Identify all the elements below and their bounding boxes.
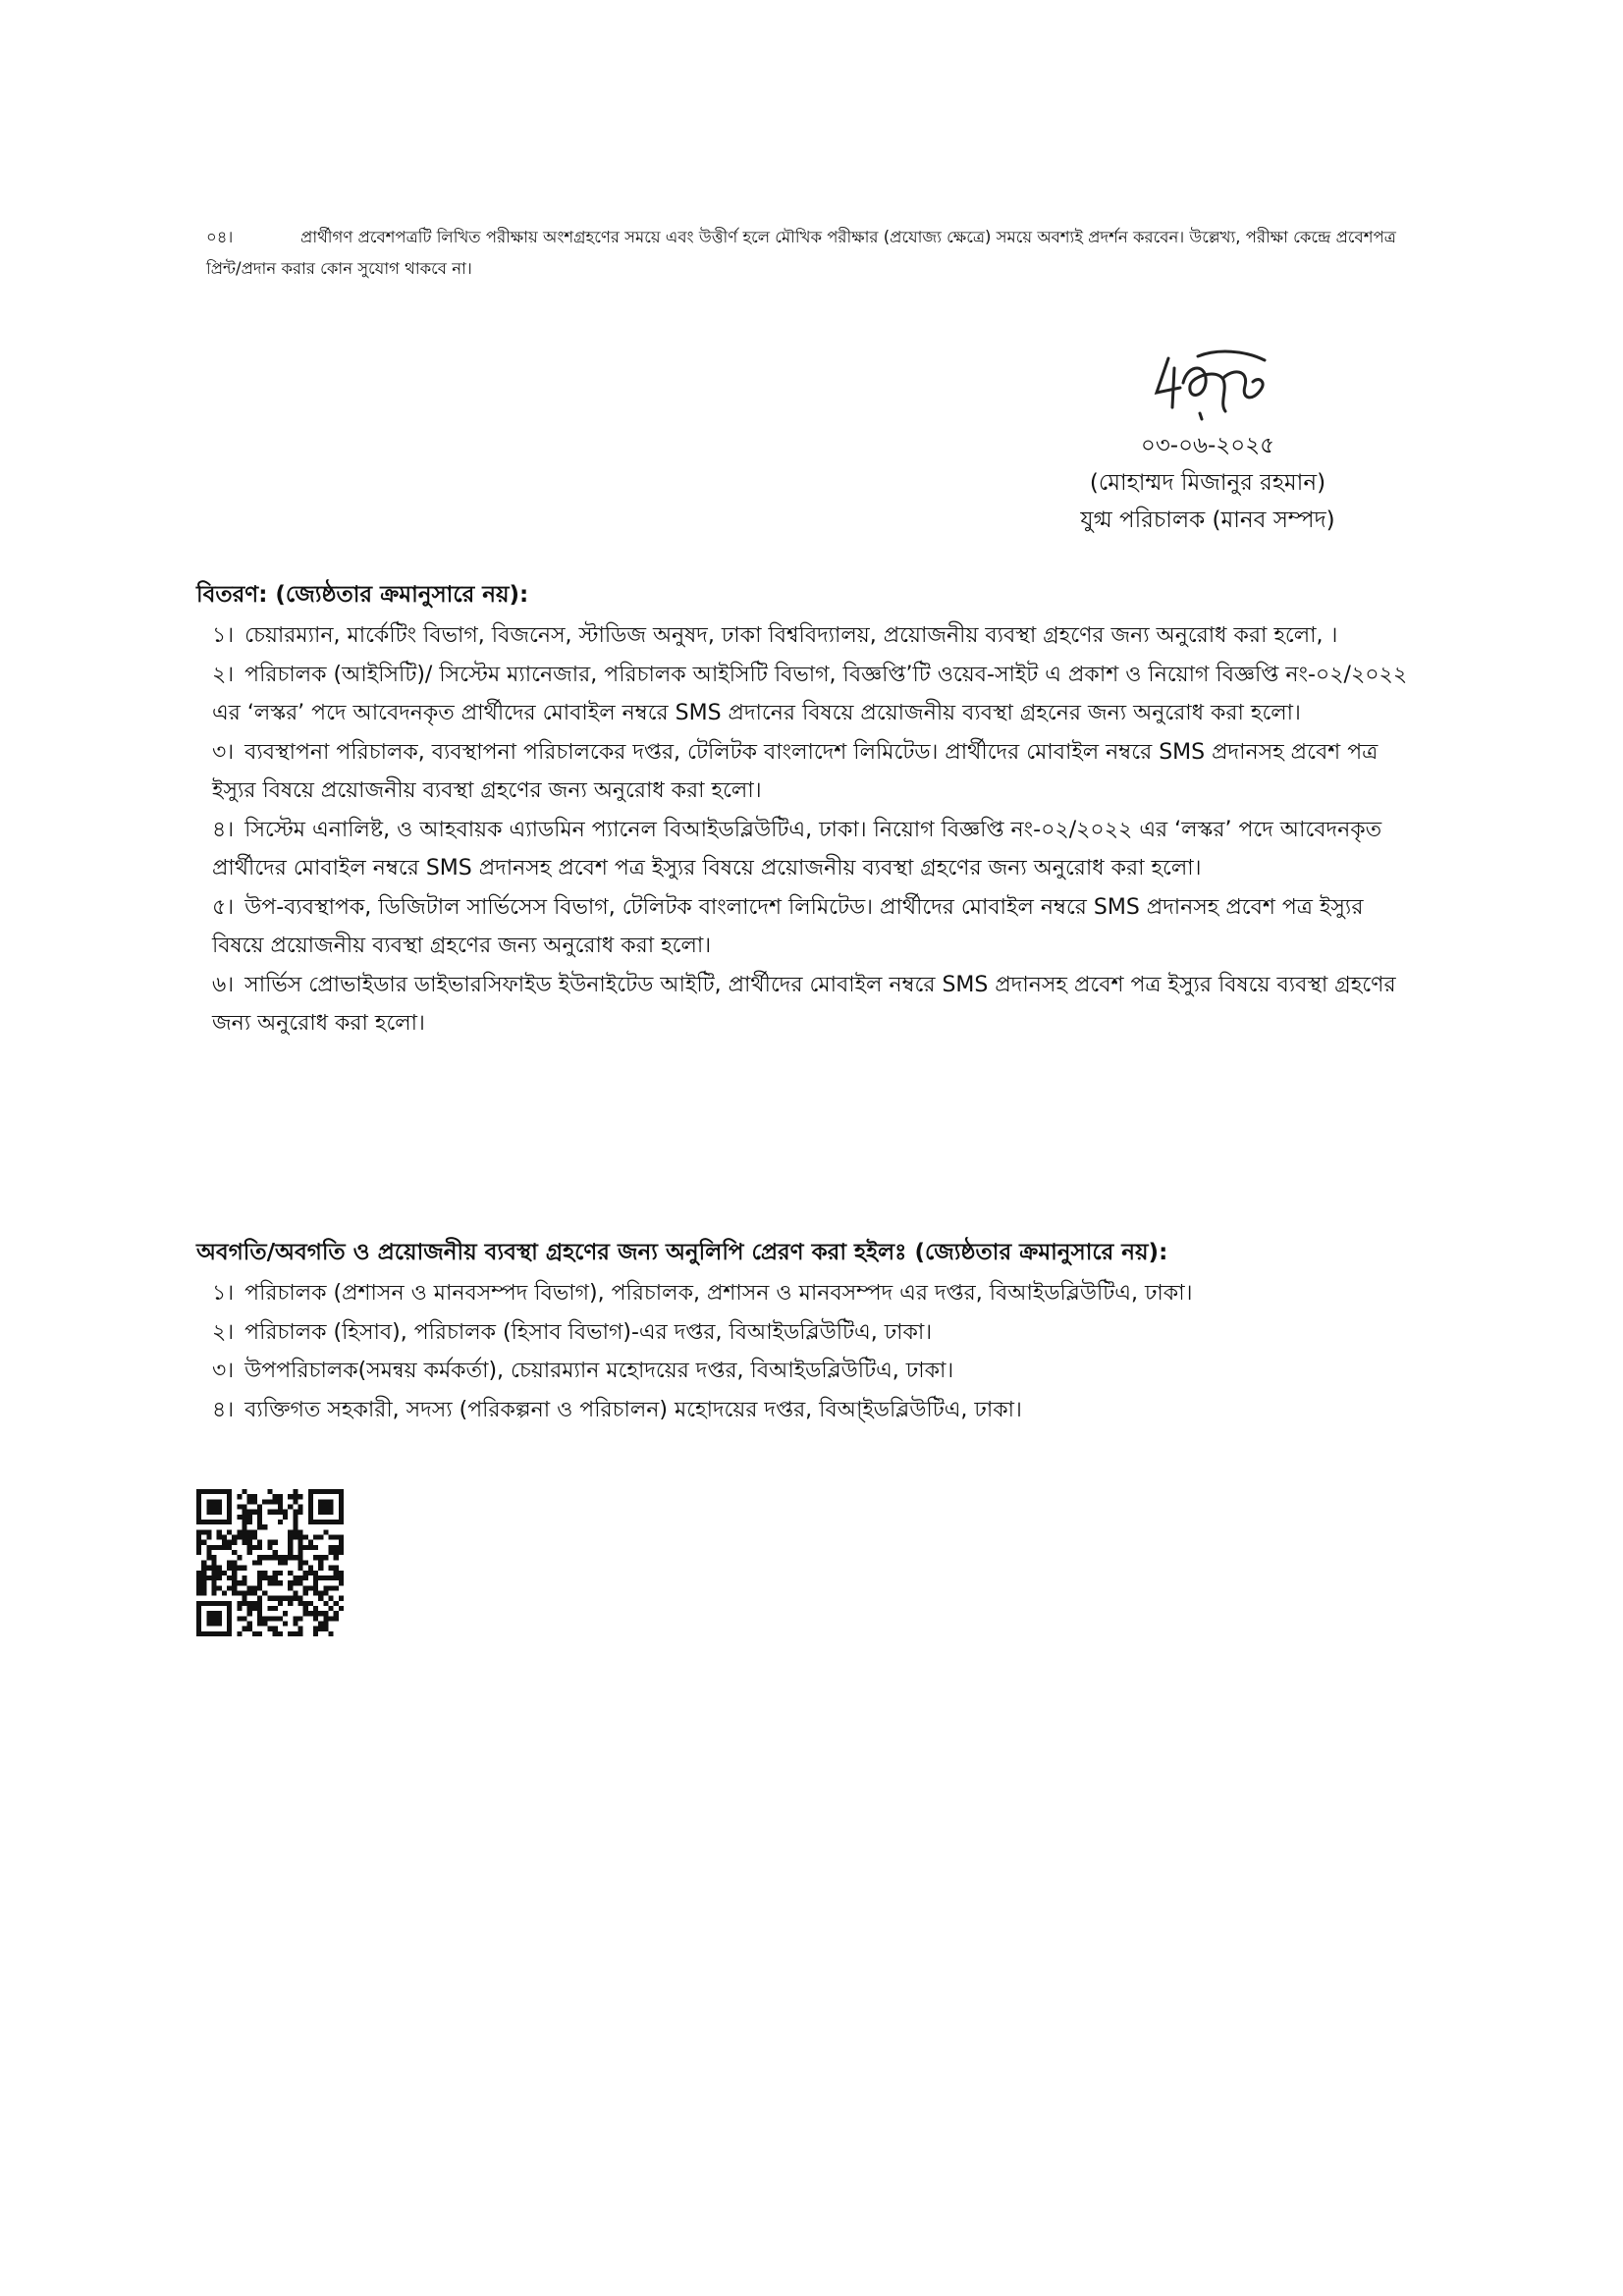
copies-section (196, 1233, 1414, 1429)
item-text: চেয়ারম্যান, মার্কেটিং বিভাগ, বিজনেস, স্টাডিজ অনুষদ, ঢাকা বিশ্ববিদ্যালয়, প্রয়োজনীয় ব্যবস্থা গ্রহণের জন্য অনুরোধ করা হলো, । (244, 623, 1338, 648)
item-text: পরিচালক (হিসাব), পরিচালক (হিসাব বিভাগ)-এর দপ্তর, বিআইডব্লিউটিএ, ঢাকা। (244, 1319, 933, 1345)
note-text: প্রার্থীগণ প্রবেশপত্রটি লিখিত পরীক্ষায় অংশগ্রহণের সময়ে এবং উত্তীর্ণ হলে মৌখিক পরীক্ষার (প্রযোজ্য ক্ষেত্রে) সময়ে অবশ্যই প্রদর্শন করবেন। উল্লেখ্য, পরীক্ষা কেন্দ্রে প্রবেশপত্র প্রিন্ট/প্রদান করার কোন সুযোগ থাকবে না। (206, 228, 1396, 278)
item-text: পরিচালক (প্রশাসন ও মানবসম্পদ বিভাগ), পরিচালক, প্রশাসন ও মানবসম্পদ এর দপ্তর, বিআইডব্লিউটিএ, ঢাকা। (244, 1281, 1193, 1306)
distribution-section (196, 575, 1414, 1043)
copies-title: অবগতি/অবগতি ও প্রয়োজনীয় ব্যবস্থা গ্রহণের জন্য অনুলিপি প্রেরণ করা হইলঃ (জ্যেষ্ঠতার ক্রমানুসারে নয়): (196, 1240, 1168, 1265)
item-number: ২। (212, 662, 235, 687)
list-item (196, 1391, 1414, 1430)
item-number: ৪। (212, 817, 235, 842)
item-text: ব্যক্তিগত সহকারী, সদস্য (পরিকল্পনা ও পরিচালন) মহোদয়ের দপ্তর, বিআ্ইডব্লিউটিএ, ঢাকা। (244, 1397, 1022, 1422)
signatory-name: (মোহাম্মদ মিজানুর রহমান) (1089, 470, 1326, 496)
item-text: উপ-ব্যবস্থাপক, ডিজিটাল সার্ভিসেস বিভাগ, টেলিটক বাংলাদেশ লিমিটেড। প্রার্থীদের মোবাইল নম্বরে SMS প্রদানসহ প্রবেশ পত্র ইস্যুর বিষয়ে প্রয়োজনীয় ব্যবস্থা গ্রহণের জন্য অনুরোধ করা হলো। (212, 894, 1364, 958)
note-number: ০৪। (206, 228, 234, 246)
item-text: ব্যবস্থাপনা পরিচালক, ব্যবস্থাপনা পরিচালকের দপ্তর, টেলিটক বাংলাদেশ লিমিটেড। প্রার্থীদের মোবাইল নম্বরে SMS প্রদানসহ প্রবেশ পত্র ইস্যুর বিষয়ে প্রয়োজনীয় ব্যবস্থা গ্রহণের জন্য অনুরোধ করা হলো। (212, 739, 1379, 803)
distribution-title: বিতরণ: (জ্যেষ্ঠতার ক্রমানুসারে নয়): (196, 582, 529, 608)
copies-list (196, 1274, 1414, 1429)
list-item (196, 1313, 1414, 1353)
item-text: সার্ভিস প্রোভাইডার ডাইভারসিফাইড ইউনাইটেড আইটি, প্রার্থীদের মোবাইল নম্বরে SMS প্রদানসহ প্রবেশ পত্র ইস্যুর বিষয়ে ব্যবস্থা গ্রহণের জন্য অনুরোধ করা হলো। (212, 972, 1396, 1036)
item-number: ১। (212, 1281, 235, 1306)
list-item (196, 1274, 1414, 1313)
signature-block (1011, 339, 1404, 539)
item-text: উপপরিচালক(সমন্বয় কর্মকর্তা), চেয়ারম্যান মহোদয়ের দপ্তর, বিআইডব্লিউটিএ, ঢাকা। (244, 1359, 954, 1383)
qr-code-icon (196, 1489, 344, 1636)
item-number: ৩। (212, 739, 235, 765)
list-item (196, 616, 1414, 656)
list-item (196, 966, 1414, 1043)
item-text: পরিচালক (আইসিটি)/ সিস্টেম ম্যানেজার, পরিচালক আইসিটি বিভাগ, বিজ্ঞপ্তি’টি ওয়েব-সাইট এ প্রকাশ ও নিয়োগ বিজ্ঞপ্তি নং-০২/২০২২ এর ‘লস্কর’ পদে আবেদনকৃত প্রার্থীদের মোবাইল নম্বরে SMS প্রদানের বিষয়ে প্রয়োজনীয় ব্যবস্থা গ্রহনের জন্য অনুরোধ করা হলো। (212, 662, 1408, 725)
list-item (196, 811, 1414, 888)
list-item (196, 656, 1414, 733)
signature-date: ০৩-০৬-২০২৫ (1140, 433, 1275, 458)
list-item (196, 888, 1414, 966)
list-item (196, 733, 1414, 811)
item-text: সিস্টেম এনালিষ্ট, ও আহবায়ক এ্যাডমিন প্যানেল বিআইডব্লিউটিএ, ঢাকা। নিয়োগ বিজ্ঞপ্তি নং-০২/২০২২ এর ‘লস্কর’ পদে আবেদনকৃত প্রার্থীদের মোবাইল নম্বরে SMS প্রদানসহ প্রবেশ পত্র ইস্যুর বিষয়ে প্রয়োজনীয় ব্যবস্থা গ্রহণের জন্য অনুরোধ করা হলো। (212, 817, 1382, 881)
item-number: ৫। (212, 894, 235, 920)
item-number: ৬। (212, 972, 235, 997)
item-number: ৩। (212, 1359, 235, 1383)
signature-icon (1129, 339, 1286, 427)
list-item (196, 1352, 1414, 1391)
item-number: ৪। (212, 1397, 235, 1422)
signatory-designation: যুগ্ম পরিচালক (মানব সম্পদ) (1080, 507, 1335, 533)
instruction-note (206, 222, 1419, 285)
item-number: ২। (212, 1319, 235, 1345)
item-number: ১। (212, 623, 235, 648)
distribution-list (196, 616, 1414, 1043)
